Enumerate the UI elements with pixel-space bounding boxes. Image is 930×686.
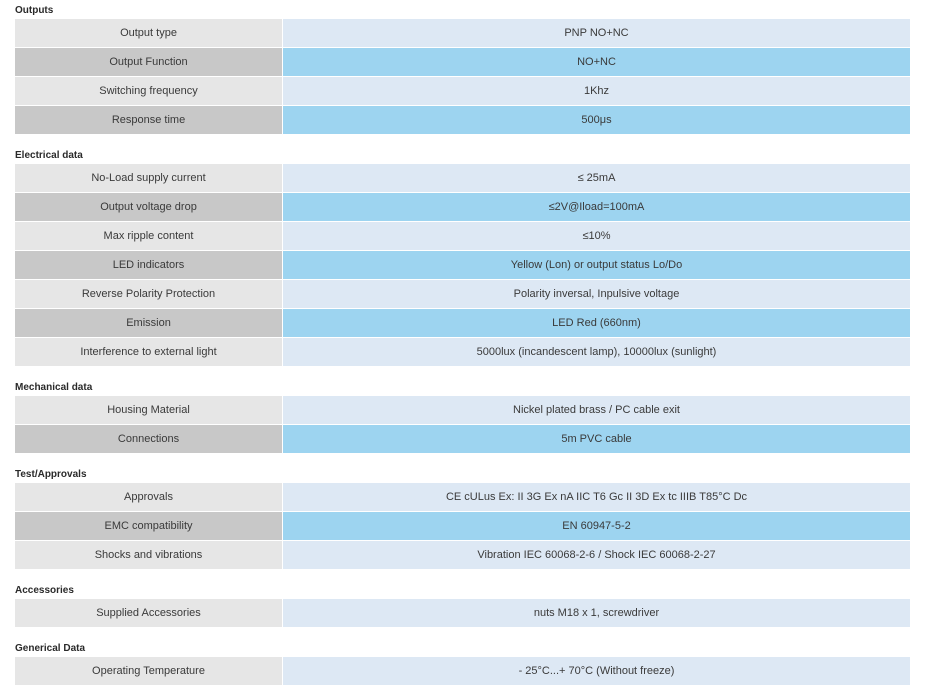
spec-section bbox=[15, 381, 910, 454]
spec-label: Housing Material bbox=[15, 396, 283, 424]
spec-row bbox=[15, 483, 910, 512]
section-title: Mechanical data bbox=[15, 382, 93, 393]
spec-label: EMC compatibility bbox=[15, 512, 283, 540]
spec-row bbox=[15, 512, 910, 541]
spec-label: Reverse Polarity Protection bbox=[15, 280, 283, 308]
spec-value: EN 60947-5-2 bbox=[283, 512, 910, 540]
spec-value: Nickel plated brass / PC cable exit bbox=[283, 396, 910, 424]
spec-section bbox=[15, 4, 910, 135]
spec-row bbox=[15, 106, 910, 135]
spec-label: Max ripple content bbox=[15, 222, 283, 250]
spec-row bbox=[15, 309, 910, 338]
spec-row bbox=[15, 77, 910, 106]
spec-label: Approvals bbox=[15, 483, 283, 511]
spec-value: - 25°C...+ 70°C (Without freeze) bbox=[283, 657, 910, 685]
spec-value: ≤ 25mA bbox=[283, 164, 910, 192]
spec-label: No-Load supply current bbox=[15, 164, 283, 192]
spec-label: Output type bbox=[15, 19, 283, 47]
spec-value: 1Khz bbox=[283, 77, 910, 105]
spec-value: 500μs bbox=[283, 106, 910, 134]
spec-table bbox=[15, 18, 910, 135]
spec-value: Yellow (Lon) or output status Lo/Do bbox=[283, 251, 910, 279]
spec-row bbox=[15, 599, 910, 628]
spec-label: LED indicators bbox=[15, 251, 283, 279]
spec-label: Shocks and vibrations bbox=[15, 541, 283, 569]
spec-label: Interference to external light bbox=[15, 338, 283, 366]
spec-label: Switching frequency bbox=[15, 77, 283, 105]
spec-label: Output voltage drop bbox=[15, 193, 283, 221]
spec-value: CE cULus Ex: II 3G Ex nA IIC T6 Gc II 3D Ex tc IIIB T85°C Dc bbox=[283, 483, 910, 511]
spec-value: PNP NO+NC bbox=[283, 19, 910, 47]
spec-table bbox=[15, 598, 910, 628]
spec-value: NO+NC bbox=[283, 48, 910, 76]
spec-row bbox=[15, 396, 910, 425]
spec-section bbox=[15, 468, 910, 570]
spec-row bbox=[15, 164, 910, 193]
spec-table bbox=[15, 482, 910, 570]
spec-row bbox=[15, 193, 910, 222]
spec-row bbox=[15, 222, 910, 251]
spec-section bbox=[15, 584, 910, 628]
spec-table bbox=[15, 163, 910, 367]
spec-label: Emission bbox=[15, 309, 283, 337]
spec-row bbox=[15, 338, 910, 367]
section-title: Accessories bbox=[15, 585, 74, 596]
spec-label: Connections bbox=[15, 425, 283, 453]
spec-value: ≤2V@Iload=100mA bbox=[283, 193, 910, 221]
spec-label: Response time bbox=[15, 106, 283, 134]
spec-label: Output Function bbox=[15, 48, 283, 76]
spec-row bbox=[15, 657, 910, 686]
spec-value: LED Red (660nm) bbox=[283, 309, 910, 337]
spec-value: 5m PVC cable bbox=[283, 425, 910, 453]
spec-row bbox=[15, 541, 910, 570]
spec-row bbox=[15, 280, 910, 309]
spec-label: Supplied Accessories bbox=[15, 599, 283, 627]
spec-table bbox=[15, 656, 910, 686]
spec-section bbox=[15, 642, 910, 686]
spec-value: Polarity inversal, Inpulsive voltage bbox=[283, 280, 910, 308]
spec-row bbox=[15, 251, 910, 280]
spec-section bbox=[15, 149, 910, 367]
spec-value: nuts M18 x 1, screwdriver bbox=[283, 599, 910, 627]
spec-table bbox=[15, 395, 910, 454]
spec-row bbox=[15, 48, 910, 77]
spec-label: Operating Temperature bbox=[15, 657, 283, 685]
section-title: Outputs bbox=[15, 5, 54, 16]
spec-value: Vibration IEC 60068-2-6 / Shock IEC 60068-2-27 bbox=[283, 541, 910, 569]
spec-value: ≤10% bbox=[283, 222, 910, 250]
spec-row bbox=[15, 19, 910, 48]
section-title: Test/Approvals bbox=[15, 469, 87, 480]
section-title: Electrical data bbox=[15, 150, 83, 161]
spec-value: 5000lux (incandescent lamp), 10000lux (sunlight) bbox=[283, 338, 910, 366]
spec-row bbox=[15, 425, 910, 454]
section-title: Generical Data bbox=[15, 643, 86, 654]
